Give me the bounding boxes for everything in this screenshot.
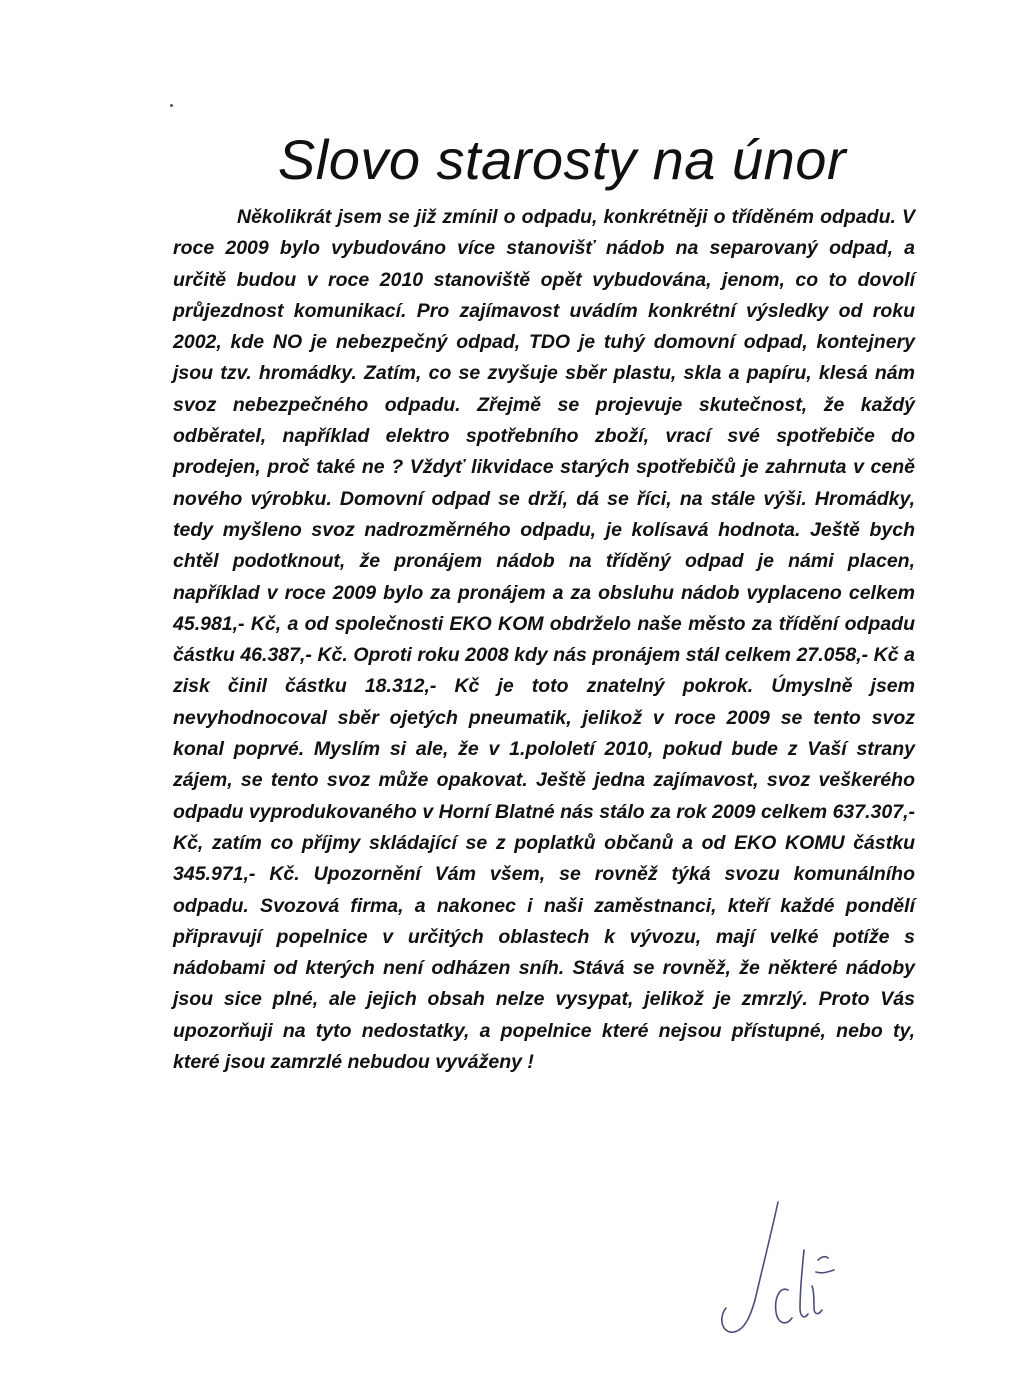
article-body: Několikrát jsem se již zmínil o odpadu, konkrétněji o tříděném odpadu. V roce 2009 bylo vybudováno více stanovišť nádob na separovaný odpad, a určitě budou v roce 2010 stanoviště opět vybudována, jenom, co to dovolí průjezdnost komunikací. Pro zajímavost uvádím konkrétní výsledky od roku 2002, kde NO je nebezpečný odpad, TDO je tuhý domovní odpad, kontejnery jsou tzv. hromádky. Zatím, co se zvyšuje sběr plastu, skla a papíru, klesá nám svoz nebezpečného odpadu. Zřejmě se projevuje skutečnost, že každý odběratel, například elektro spotřebního zboží, vrací své spotřebiče do prodejen, proč také ne ? Vždyť likvidace starých spotřebičů je zahrnuta v ceně nového výrobku. Domovní odpad se drží, dá se říci, na stále výši. Hromádky, tedy myšleno svoz nadrozměrného odpadu, je kolísavá hodnota. Ještě bych chtěl podotknout, že pronájem nádob na tříděný odpad je námi placen, například v roce 2009 bylo za pronájem a za obsluhu nádob vyplaceno celkem 45.981,- Kč, a od společnosti EKO KOM obdrželo naše město za třídění odpadu částku 46.387,- Kč. Oproti roku 2008 kdy nás pronájem stál celkem 27.058,- Kč a zisk činil částku 18.312,- Kč je toto znatelný pokrok. Úmyslně jsem nevyhodnocoval sběr ojetých pneumatik, jelikož v roce 2009 se tento svoz konal poprvé. Myslím si ale, že v 1.pololetí 2010, pokud bude z Vaší strany zájem, se tento svoz může opakovat. Ještě jedna zajímavost, svoz veškerého odpadu vyprodukovaného v Horní Blatné nás stálo za rok 2009 celkem 637.307,- Kč, zatím co příjmy skládající se z poplatků občanů a od EKO KOMU částku 345.971,- Kč. Upozornění Vám všem, se rovněž týká svozu komunálního odpadu. Svozová firma, a nakonec i naši zaměstnanci, kteří každé pondělí připravují popelnice v určitých oblastech k vývozu, mají velké potíže s nádobami od kterých není odházen sníh. Stává se rovněž, že některé nádoby jsou sice plné, ale jejich obsah nelze vysypat, jelikož je zmrzlý. Proto Vás upozorňuji na tyto nedostatky, a popelnice které nejsou přístupné, nebo ty, které jsou zamrzlé nebudou vyváženy ! (173, 206, 915, 1074)
scan-speck (170, 104, 173, 107)
page-title: Slovo starosty na únor (277, 128, 847, 191)
handwritten-signature (700, 1190, 860, 1350)
